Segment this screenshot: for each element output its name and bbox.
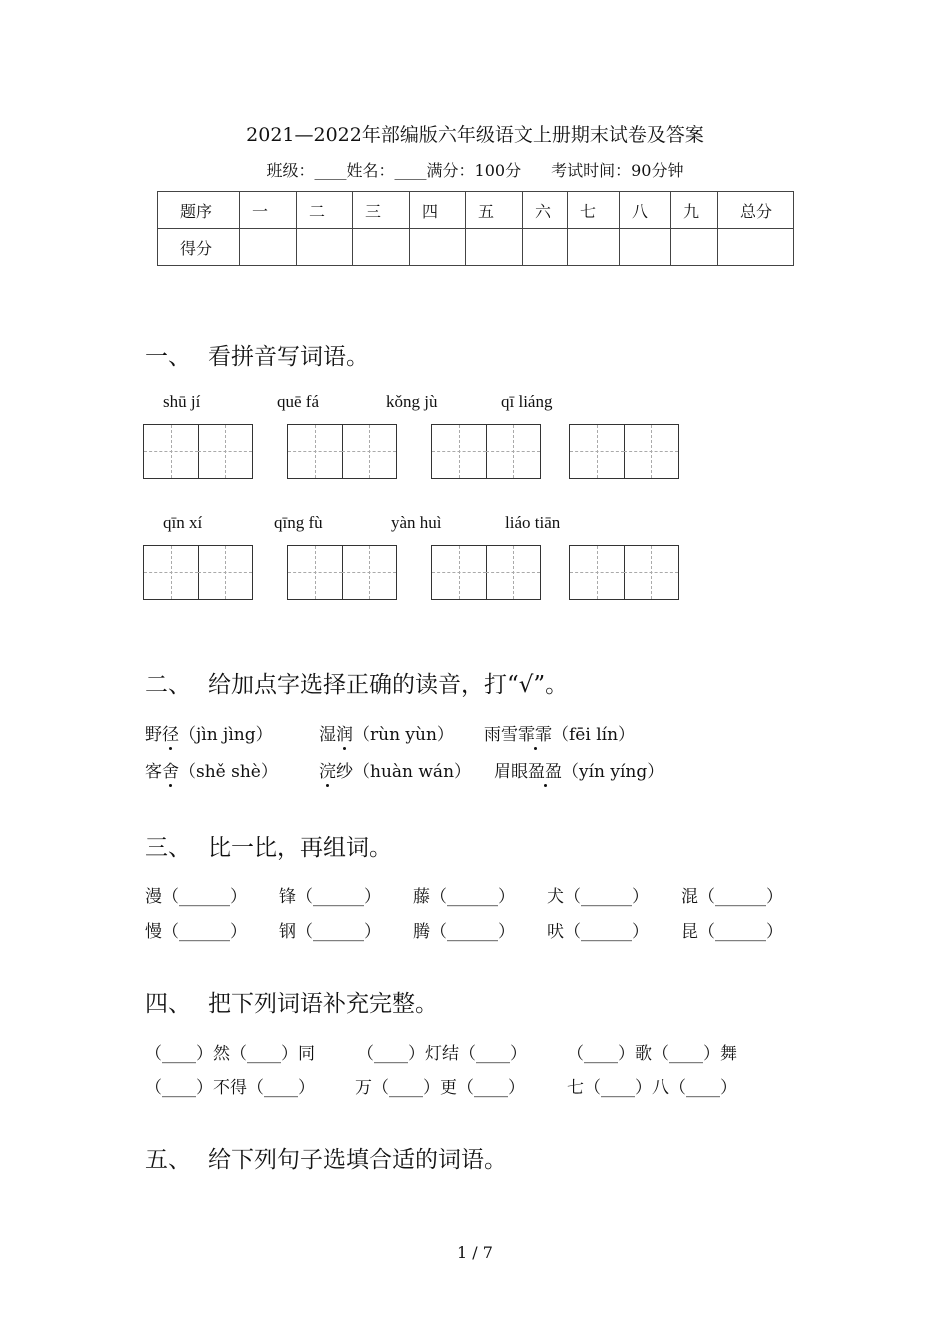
table-cell: 七	[568, 192, 620, 229]
table-cell: 得分	[158, 229, 240, 266]
idiom-blank[interactable]: 万（____）更（____）	[355, 1078, 525, 1098]
score-cell[interactable]	[466, 229, 523, 266]
pinyin-label: qīng fù	[274, 513, 323, 532]
table-cell: 题序	[158, 192, 240, 229]
pinyin-label: liáo tiān	[505, 513, 561, 532]
idiom-blank[interactable]: （____）灯结（____）	[357, 1044, 527, 1064]
score-table-score-row	[158, 229, 794, 266]
section-3-title: 三、 比一比，再组词。	[145, 835, 392, 861]
pinyin-label: yàn huì	[391, 513, 442, 532]
idiom-blank[interactable]: （____）不得（____）	[145, 1078, 315, 1098]
score-cell[interactable]	[671, 229, 718, 266]
score-cell[interactable]	[523, 229, 568, 266]
exam-time: 考试时间：90分钟	[551, 161, 684, 180]
score-cell[interactable]	[240, 229, 297, 266]
reading-item: 客舍（shě shè）	[145, 757, 278, 782]
exam-info-line	[0, 158, 950, 181]
table-cell: 一	[240, 192, 297, 229]
reading-item: 湿润（rùn yùn）	[319, 720, 454, 745]
table-cell: 四	[410, 192, 466, 229]
word-blank[interactable]: 昆（______）	[681, 922, 783, 942]
score-cell[interactable]	[297, 229, 353, 266]
writing-grid[interactable]	[143, 424, 253, 479]
score-table	[157, 191, 794, 266]
table-cell: 六	[523, 192, 568, 229]
score-table-header-row	[158, 192, 794, 229]
score-cell[interactable]	[410, 229, 466, 266]
idiom-blank[interactable]: 七（____）八（____）	[567, 1078, 737, 1098]
pinyin-label: qīn xí	[163, 513, 203, 532]
word-blank[interactable]: 犬（______）	[547, 887, 649, 907]
pinyin-label: qī liáng	[501, 392, 553, 411]
section-2-title: 二、 给加点字选择正确的读音，打“√”。	[145, 672, 569, 698]
word-blank[interactable]: 腾（______）	[413, 922, 515, 942]
word-blank[interactable]: 藤（______）	[413, 887, 515, 907]
section-5-title: 五、 给下列句子选填合适的词语。	[145, 1147, 507, 1173]
table-cell: 总分	[718, 192, 794, 229]
idiom-blank[interactable]: （____）歌（____）舞	[567, 1044, 737, 1064]
writing-grid[interactable]	[143, 545, 253, 600]
reading-item: 浣纱（huàn wán）	[319, 757, 471, 782]
pinyin-label: quē fá	[277, 392, 320, 411]
writing-grid[interactable]	[287, 424, 397, 479]
word-blank[interactable]: 钢（______）	[279, 922, 381, 942]
table-cell: 五	[466, 192, 523, 229]
word-blank[interactable]: 混（______）	[681, 887, 783, 907]
table-cell: 二	[297, 192, 353, 229]
idiom-blank[interactable]: （____）然（____）同	[145, 1044, 315, 1064]
pinyin-label: kǒng jù	[386, 392, 438, 411]
reading-item: 野径（jìn jìng）	[145, 720, 273, 745]
section-1-title: 一、 看拼音写词语。	[145, 344, 369, 370]
score-cell[interactable]	[568, 229, 620, 266]
writing-grid[interactable]	[287, 545, 397, 600]
table-cell: 八	[620, 192, 671, 229]
page-title: 2021—2022年部编版六年级语文上册期末试卷及答案	[246, 124, 704, 146]
section-4-title: 四、 把下列词语补充完整。	[145, 991, 438, 1017]
reading-item: 雨雪霏霏（fēi lín）	[484, 720, 635, 745]
writing-grid[interactable]	[431, 545, 541, 600]
class-field: 班级：____	[266, 161, 347, 180]
reading-item: 眉眼盈盈（yín yíng）	[494, 757, 664, 782]
pinyin-label: shū jí	[163, 392, 201, 411]
writing-grid[interactable]	[569, 545, 679, 600]
table-cell: 九	[671, 192, 718, 229]
writing-grid[interactable]	[569, 424, 679, 479]
score-cell[interactable]	[718, 229, 794, 266]
score-cell[interactable]	[620, 229, 671, 266]
word-blank[interactable]: 慢（______）	[145, 922, 247, 942]
full-score: 满分：100分	[426, 161, 522, 180]
word-blank[interactable]: 锋（______）	[279, 887, 381, 907]
word-blank[interactable]: 吠（______）	[547, 922, 649, 942]
score-cell[interactable]	[353, 229, 410, 266]
table-cell: 三	[353, 192, 410, 229]
word-blank[interactable]: 漫（______）	[145, 887, 247, 907]
page-number: 1 / 7	[457, 1243, 493, 1262]
writing-grid[interactable]	[431, 424, 541, 479]
name-field: 姓名：____	[346, 161, 427, 180]
